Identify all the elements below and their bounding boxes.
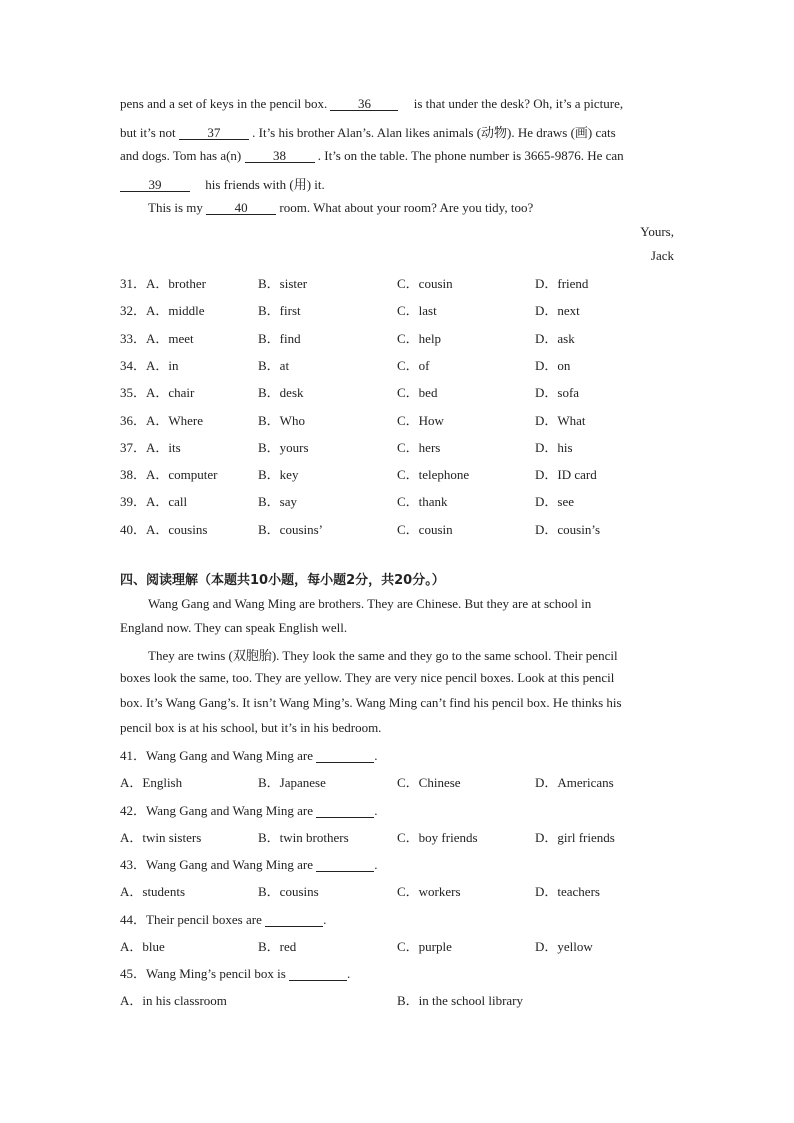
reading-paragraph-2: They are twins (双胞胎). They look the same and they go to the same school. Their pencil <box>148 648 618 663</box>
cloze-option-c: C．telephone <box>397 467 470 482</box>
cloze-option-b: B．at <box>258 358 290 373</box>
blank-40: 40 <box>206 201 276 215</box>
answer-option-b: B．cousins <box>258 884 319 899</box>
answer-option-b: B．Japanese <box>258 775 326 790</box>
question-stem: 41．Wang Gang and Wang Ming are . <box>120 748 378 763</box>
cloze-option-d: D．cousin’s <box>535 522 601 537</box>
answer-option-d: D．girl friends <box>535 830 615 845</box>
stem-period: . <box>374 857 378 872</box>
cloze-option-b: B．Who <box>258 413 305 428</box>
cloze-option-d: D．next <box>535 303 580 318</box>
cloze-option-a: 39．A．call <box>120 494 188 509</box>
answer-option-a: A．in his classroom <box>120 993 227 1008</box>
answer-option-a: A．twin sisters <box>120 830 202 845</box>
answer-option-a: A．English <box>120 775 183 790</box>
cloze-option-a: 37．A．its <box>120 440 181 455</box>
answer-option-c: C．workers <box>397 884 461 899</box>
answer-option-c: C．Chinese <box>397 775 461 790</box>
answer-blank <box>316 749 374 763</box>
cloze-option-c: C．cousin <box>397 276 453 291</box>
reading-paragraph-2-line-4: pencil box is at his school, but it’s in his bedroom. <box>120 720 382 735</box>
answer-option-d: D．teachers <box>535 884 600 899</box>
cloze-option-c: C．How <box>397 413 444 428</box>
answer-option-a: A．students <box>120 884 186 899</box>
passage-line-2: but it’s not 37 . It’s his brother Alan’s. Alan likes animals (动物). He draws (画) cats <box>120 125 616 140</box>
blank-37: 37 <box>179 126 249 140</box>
cloze-option-b: B．sister <box>258 276 308 291</box>
cloze-option-b: B．first <box>258 303 301 318</box>
passage-line-1: pens and a set of keys in the pencil box. 36 is that under the desk? Oh, it’s a picture, <box>120 96 624 111</box>
answer-option-a: A．blue <box>120 939 165 954</box>
cloze-option-b: B．find <box>258 331 301 346</box>
question-stem: 44．Their pencil boxes are . <box>120 912 327 927</box>
cloze-option-d: D．ask <box>535 331 575 346</box>
passage-line-3: and dogs. Tom has a(n) 38 . It’s on the table. The phone number is 3665-9876. He can <box>120 148 624 163</box>
cloze-option-a: 31．A．brother <box>120 276 206 291</box>
letter-signature: Jack <box>650 248 674 263</box>
question-stem: 43．Wang Gang and Wang Ming are . <box>120 857 378 872</box>
cloze-option-d: D．sofa <box>535 385 580 400</box>
cloze-option-a: 33．A．meet <box>120 331 194 346</box>
reading-paragraph-1-cont: England now. They can speak English well. <box>120 620 348 635</box>
letter-closing: Yours, <box>640 224 674 239</box>
cloze-option-a: 38．A．computer <box>120 467 218 482</box>
cloze-option-d: D．ID card <box>535 467 597 482</box>
reading-paragraph-2-line-2: boxes look the same, too. They are yellow. They are very nice pencil boxes. Look at this pencil <box>120 670 615 685</box>
answer-blank <box>316 858 374 872</box>
cloze-option-b: B．desk <box>258 385 304 400</box>
blank-39: 39 <box>120 178 190 192</box>
stem-period: . <box>323 912 327 927</box>
cloze-option-b: B．yours <box>258 440 309 455</box>
reading-paragraph-2-line-3: box. It’s Wang Gang’s. It isn’t Wang Ming’s. Wang Ming can’t find his pencil box. He thinks his <box>120 695 622 710</box>
blank-38: 38 <box>245 149 315 163</box>
stem-period: . <box>347 966 351 981</box>
cloze-option-a: 40．A．cousins <box>120 522 208 537</box>
answer-option-b: B．in the school library <box>397 993 524 1008</box>
cloze-option-b: B．cousins’ <box>258 522 324 537</box>
passage-line-4: 39 his friends with (用) it. <box>120 174 325 193</box>
cloze-option-d: D．his <box>535 440 573 455</box>
cloze-option-d: D．What <box>535 413 586 428</box>
answer-option-d: D．Americans <box>535 775 614 790</box>
answer-option-b: B．red <box>258 939 297 954</box>
cloze-option-c: C．cousin <box>397 522 453 537</box>
cloze-option-a: 32．A．middle <box>120 303 205 318</box>
cloze-option-a: 34．A．in <box>120 358 179 373</box>
reading-paragraph-1: Wang Gang and Wang Ming are brothers. They are Chinese. But they are at school in <box>148 596 592 611</box>
cloze-option-a: 35．A．chair <box>120 385 195 400</box>
stem-period: . <box>374 803 378 818</box>
answer-blank <box>289 967 347 981</box>
answer-blank <box>316 804 374 818</box>
cloze-option-d: D．on <box>535 358 571 373</box>
passage-line-5: This is my 40 room. What about your room? Are you tidy, too? <box>148 200 534 215</box>
answer-blank <box>265 913 323 927</box>
answer-option-b: B．twin brothers <box>258 830 349 845</box>
answer-option-c: C．boy friends <box>397 830 478 845</box>
blank-36: 36 <box>330 97 398 111</box>
stem-period: . <box>374 748 378 763</box>
section-heading: 四、阅读理解（本题共10小题，每小题2分，共20分。） <box>120 573 445 588</box>
cloze-option-c: C．help <box>397 331 442 346</box>
cloze-option-c: C．bed <box>397 385 438 400</box>
cloze-option-d: D．see <box>535 494 574 509</box>
answer-option-d: D．yellow <box>535 939 593 954</box>
cloze-option-c: C．of <box>397 358 430 373</box>
cloze-option-c: C．hers <box>397 440 441 455</box>
cloze-option-b: B．say <box>258 494 298 509</box>
cloze-option-b: B．key <box>258 467 299 482</box>
question-stem: 45．Wang Ming’s pencil box is . <box>120 966 351 981</box>
answer-option-c: C．purple <box>397 939 452 954</box>
cloze-option-c: C．thank <box>397 494 448 509</box>
cloze-option-c: C．last <box>397 303 437 318</box>
question-stem: 42．Wang Gang and Wang Ming are . <box>120 803 378 818</box>
cloze-option-a: 36．A．Where <box>120 413 204 428</box>
cloze-option-d: D．friend <box>535 276 589 291</box>
